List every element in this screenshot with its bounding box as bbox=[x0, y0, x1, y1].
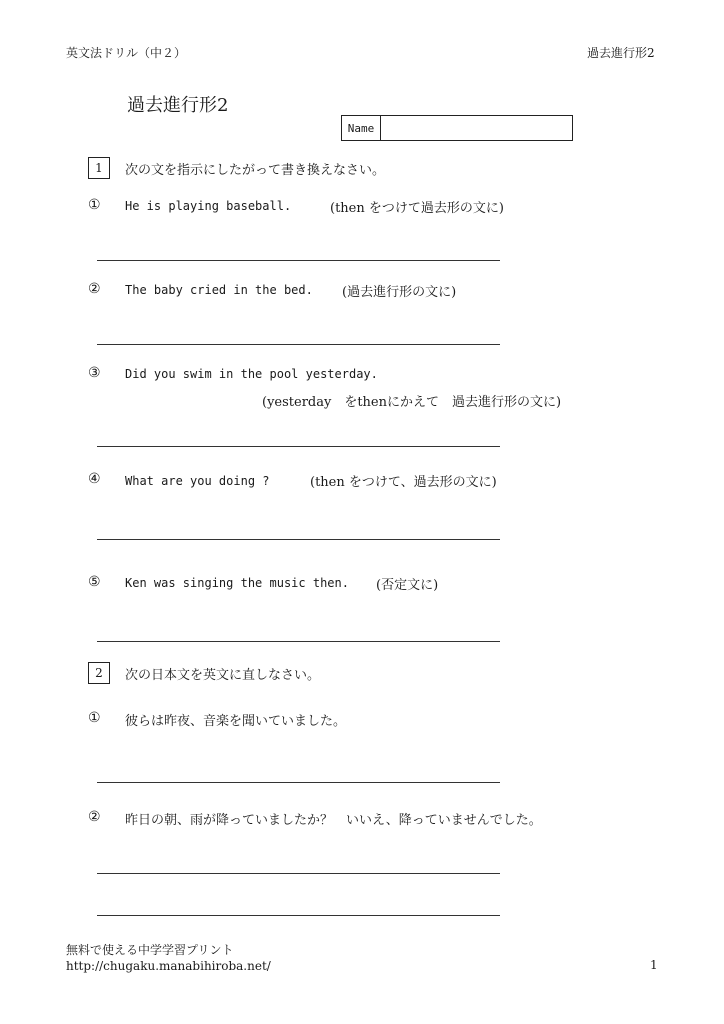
s2-q2-sentence: 昨日の朝、雨が降っていましたか？ いいえ、降っていませんでした。 bbox=[125, 813, 542, 828]
s1-q4-number: ④ bbox=[88, 471, 101, 487]
page-number: 1 bbox=[650, 958, 658, 972]
section-2-instruction: 次の日本文を英文に直しなさい。 bbox=[125, 668, 321, 683]
answer-line-s1-q2[interactable] bbox=[97, 344, 500, 345]
page-title: 過去進行形2 bbox=[127, 95, 229, 116]
name-field[interactable] bbox=[381, 116, 572, 140]
s1-q2-sentence: The baby cried in the bed. bbox=[125, 283, 313, 297]
footer-line1: 無料で使える中学学習プリント bbox=[66, 943, 234, 957]
answer-line-s2-q1[interactable] bbox=[97, 782, 500, 783]
s1-q5-note: (否定文に) bbox=[376, 578, 439, 593]
s1-q4-note: (then をつけて、過去形の文に) bbox=[310, 475, 497, 490]
footer bbox=[66, 942, 271, 974]
s1-q3-note: (yesterday をthenにかえて 過去進行形の文に) bbox=[262, 395, 562, 410]
answer-line-s1-q5[interactable] bbox=[97, 641, 500, 642]
s2-q1-number: ① bbox=[88, 710, 101, 726]
s1-q5-sentence: Ken was singing the music then. bbox=[125, 576, 349, 590]
name-box bbox=[341, 115, 573, 141]
s2-q1-sentence: 彼らは昨夜、音楽を聞いていました。 bbox=[125, 714, 347, 729]
s1-q1-note: (then をつけて過去形の文に) bbox=[330, 201, 504, 216]
header-right: 過去進行形2 bbox=[587, 46, 655, 60]
footer-url[interactable]: http://chugaku.manabihiroba.net/ bbox=[66, 959, 271, 973]
s1-q5-number: ⑤ bbox=[88, 574, 101, 590]
s2-q2-number: ② bbox=[88, 809, 101, 825]
s1-q2-number: ② bbox=[88, 281, 101, 297]
answer-line-s1-q4[interactable] bbox=[97, 539, 500, 540]
s1-q2-note: (過去進行形の文に) bbox=[342, 285, 457, 300]
section-1-number: 1 bbox=[88, 157, 110, 179]
s1-q1-sentence: He is playing baseball. bbox=[125, 199, 292, 213]
answer-line-s2-q2a[interactable] bbox=[97, 873, 500, 874]
s1-q1-number: ① bbox=[88, 197, 101, 213]
section-2-number: 2 bbox=[88, 662, 110, 684]
section-1-instruction: 次の文を指示にしたがって書き換えなさい。 bbox=[125, 163, 386, 178]
answer-line-s1-q1[interactable] bbox=[97, 260, 500, 261]
answer-line-s1-q3[interactable] bbox=[97, 446, 500, 447]
s1-q4-sentence: What are you doing ? bbox=[125, 474, 270, 488]
answer-line-s2-q2b[interactable] bbox=[97, 915, 500, 916]
s1-q3-number: ③ bbox=[88, 365, 101, 381]
name-label: Name bbox=[342, 116, 381, 140]
header-left: 英文法ドリル（中２） bbox=[66, 46, 187, 60]
s1-q3-sentence: Did you swim in the pool yesterday. bbox=[125, 367, 378, 381]
